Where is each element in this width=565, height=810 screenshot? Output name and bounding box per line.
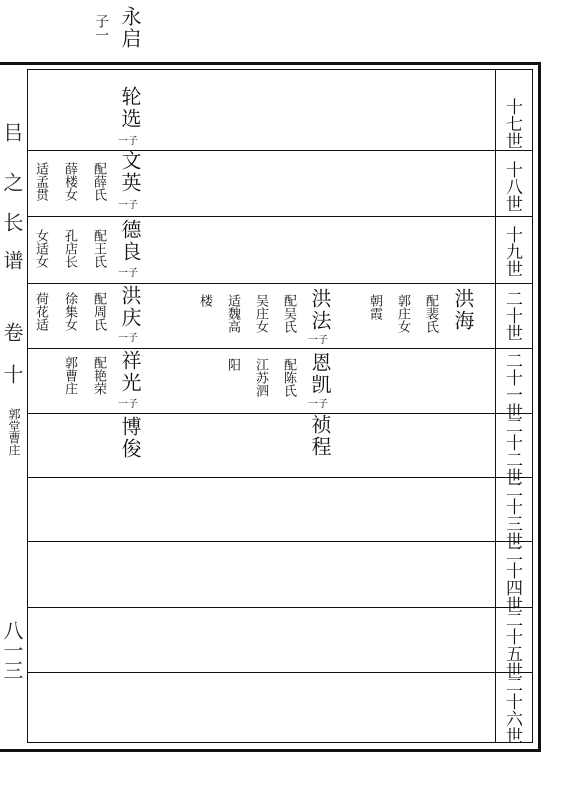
generation-label-25: 二十五世 (502, 611, 522, 679)
row-divider (27, 672, 533, 673)
margin-note: 郭堂曹庄 (7, 408, 21, 456)
generation-label-17: 十七世 (502, 98, 522, 149)
spouse-note: 配薛氏 (91, 162, 106, 201)
daughter-note: 女适女 (33, 229, 48, 268)
person-name-gen22-second: 祯程 (308, 414, 332, 458)
row-divider (27, 607, 533, 608)
spouse-note: 配陈氏 (281, 358, 296, 397)
child-count-label: 一子 (118, 136, 138, 147)
generation-label-18: 十八世 (502, 161, 522, 212)
daughter-note: 适孟贯 (33, 162, 48, 201)
spouse-note: 配艳荣 (91, 356, 106, 395)
spouse-note: 配周氏 (91, 292, 106, 331)
row-divider (27, 216, 533, 217)
daughter-note: 朝霞 (367, 294, 382, 320)
margin-fragment: 卷 (0, 322, 24, 342)
child-count-label: 一子 (118, 268, 138, 279)
spouse-note: 配吴氏 (281, 294, 296, 333)
margin-fragment: 谱 (0, 250, 24, 270)
person-name-gen19: 德良 (118, 219, 142, 263)
row-divider (27, 150, 533, 151)
parent-name: 永启 (118, 6, 142, 50)
generation-label-22: 二十二世 (502, 417, 522, 485)
margin-fragment: 之 (0, 172, 24, 192)
generation-label-20: 二十世 (502, 290, 522, 341)
origin-note: 郭曹庄 (62, 356, 77, 395)
margin-fragment: 㠯 (0, 122, 24, 142)
person-name-gen20-second: 洪法 (308, 288, 332, 332)
daughter-note: 适魏高 (225, 294, 240, 333)
generation-label-19: 十九世 (502, 226, 522, 277)
origin-note: 吴庄女 (253, 294, 268, 333)
person-name-gen22: 博俊 (118, 416, 142, 460)
spouse-note: 配裴氏 (423, 294, 438, 333)
person-name-gen21-second: 恩凯 (308, 352, 332, 396)
child-count-label: 一子 (118, 399, 138, 410)
person-name-gen17: 轮选 (118, 86, 142, 130)
row-divider (27, 348, 533, 349)
child-count-label: 一子 (308, 335, 328, 346)
margin-fragment: 长 (0, 212, 24, 232)
spouse-note: 配王氏 (91, 229, 106, 268)
generation-label-21: 二十一世 (502, 352, 522, 420)
row-divider (27, 541, 533, 542)
origin-note: 江苏泗 (253, 358, 268, 397)
origin-note: 薛楼女 (62, 162, 77, 201)
daughter-note: 荷花适 (33, 292, 48, 331)
margin-fragment: 十 (0, 364, 24, 384)
origin-note-cont: 阳 (225, 358, 240, 371)
row-divider (27, 413, 533, 414)
person-name-gen20-third: 洪海 (451, 288, 475, 332)
person-name-gen18: 文英 (118, 150, 142, 194)
row-divider (27, 283, 533, 284)
parent-child-label: 子一 (93, 14, 109, 42)
margin-page-number: 八一三 (0, 620, 24, 680)
origin-note: 郭庄女 (395, 294, 410, 333)
child-count-label: 一子 (308, 399, 328, 410)
origin-note: 孔店长 (62, 229, 77, 268)
generation-label-26: 二十六世 (502, 676, 522, 744)
row-divider (27, 477, 533, 478)
generation-column-divider (495, 69, 496, 743)
person-name-gen20: 洪庆 (118, 285, 142, 329)
generation-label-24: 二十四世 (502, 545, 522, 613)
daughter-note-cont: 楼 (197, 294, 212, 307)
origin-note: 徐集女 (62, 292, 77, 331)
generation-label-23: 二十三世 (502, 481, 522, 549)
person-name-gen21: 祥光 (118, 350, 142, 394)
child-count-label: 一子 (118, 200, 138, 211)
child-count-label: 一子 (118, 333, 138, 344)
